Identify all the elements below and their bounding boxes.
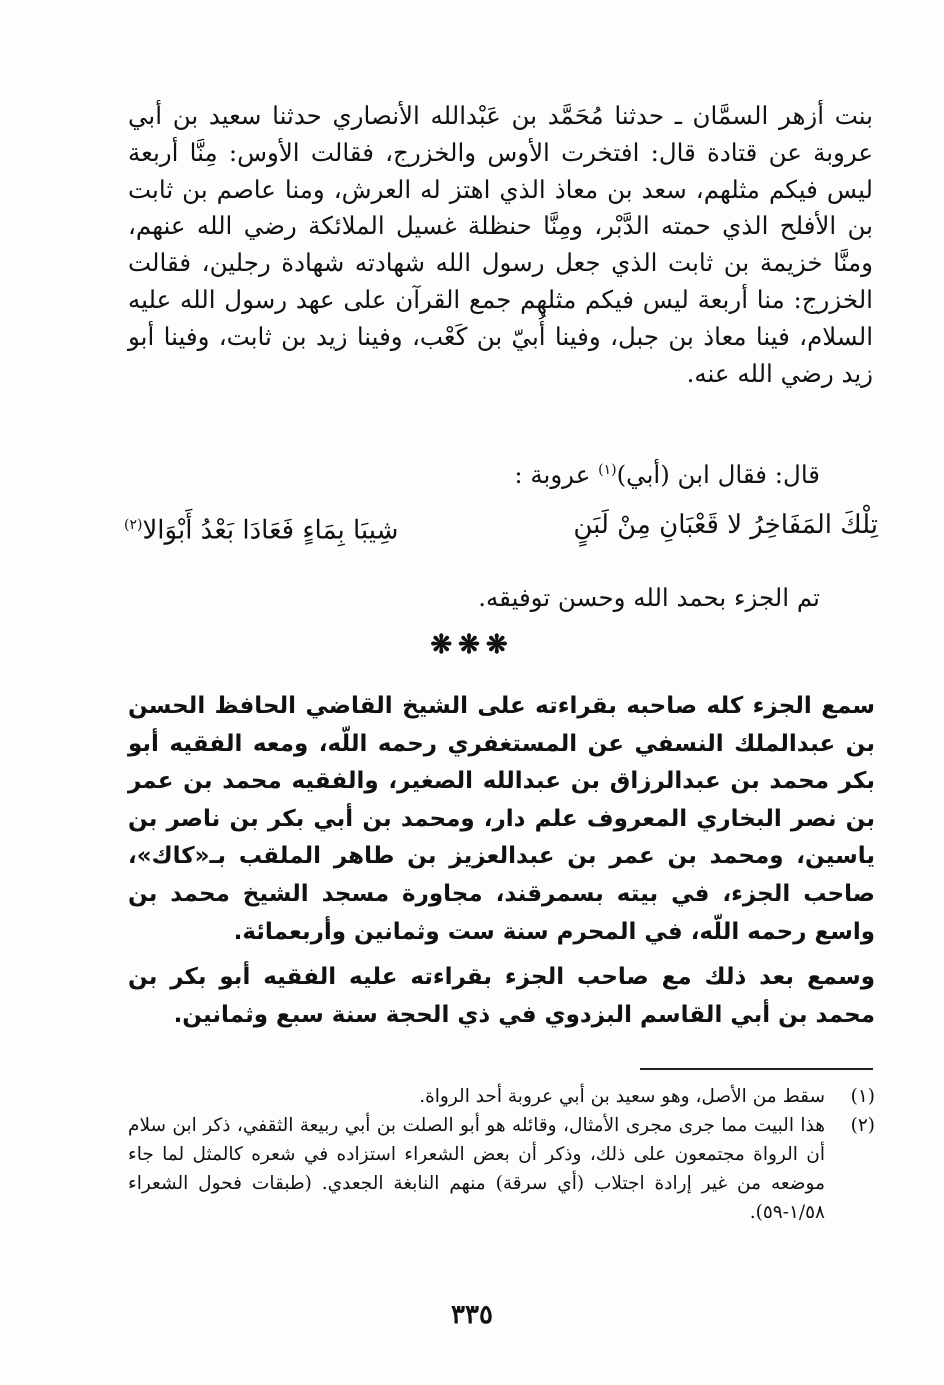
attribution-before: قال: فقال ابن (أبي) <box>616 460 820 490</box>
audition-note <box>128 688 875 1042</box>
verse-second-hemistich: شِيبَا بِمَاءٍ فَعَادَا بَعْدُ أَبْوَالا <box>142 515 399 546</box>
footnote-text: هذا البيت مما جرى مجرى الأمثال، وقائله هو أبو الصلت بن أبي ربيعة الثقفي، ذكر ابن سلام أن الرواة مجتمعون على ذلك، وذكر أن بعض الشعراء استزاده في شعره كالمثل لما جاء موضعه من غير إرادة اجتلاب (أي سرقة) منهم النابغة الجعدي. (طبقات فحول الشعراء ١/٥٨-٥٩). <box>128 1115 825 1223</box>
footnote-number: (٢) <box>850 1115 875 1136</box>
attribution-after: عروبة : <box>514 460 599 490</box>
footnote-item <box>128 1111 875 1227</box>
audition-paragraph-2: وسمع بعد ذلك مع صاحب الجزء بقراءته عليه الفقيه أبو بكر بن محمد بن أبي القاسم البزدوي في ذي الحجة سنة سبع وثمانين. <box>128 964 875 1028</box>
footnote-mark-1: (١) <box>598 462 617 478</box>
verse-first-hemistich: تِلْكَ المَفَاخِرُ لا قَعْبَانِ مِنْ لَبَنٍ <box>573 510 878 540</box>
poetry-verse <box>124 505 878 551</box>
audition-paragraph-1: سمع الجزء كله صاحبه بقراءته على الشيخ القاضي الحافظ الحسن بن عبدالملك النسفي عن المستغفري رحمه اللّه، ومعه الفقيه أبو بكر محمد بن عبدالرزاق بن عبدالله الصغير، والفقيه محمد بن عمر بن نصر البخاري المعروف علم دار، ومحمد بن أبي بكر بن ناصر بن ياسين، ومحمد بن عمر بن عبدالعزيز بن طاهر الملقب بـ«كاك»، صاحب الجزء، في بيته بسمرقند، مجاورة مسجد الشيخ محمد بن واسع رحمه اللّه، في المحرم سنة ست وثمانين وأربعمائة. <box>128 693 875 945</box>
attribution-line <box>128 452 820 493</box>
footnote-text: سقط من الأصل، وهو سعيد بن أبي عروبة أحد الرواة. <box>419 1086 825 1107</box>
section-separator: ❋❋❋ <box>430 630 514 660</box>
colophon: تم الجزء بحمد الله وحسن توفيقه. <box>478 583 820 612</box>
verse-second-hemistich-wrap <box>124 505 398 551</box>
footnote-divider <box>640 1068 873 1070</box>
footnotes <box>128 1082 875 1227</box>
main-paragraph: بنت أزهر السمَّان ـ حدثنا مُحَمَّد بن عَبْدالله الأنصاري حدثنا سعيد بن أبي عروبة عن قتادة قال: افتخرت الأوس والخزرج، فقالت الأوس: مِنَّا أربعة ليس فيكم مثلهم، سعد بن معاذ الذي اهتز له العرش، ومنا عاصم بن ثابت بن الأفلح الذي حمته الدَّبْر، ومِنَّا حنظلة غسيل الملائكة رضي الله عنهم، ومنَّا خزيمة بن ثابت الذي جعل رسول الله شهادته شهادة رجلين، فقالت الخزرج: منا أربعة ليس فيكم مثلهم جمع القرآن على عهد رسول الله عليه السلام، فينا معاذ بن جبل، وفينا أُبيّ بن كَعْب، وفينا زيد بن ثابت، وفينا أبو زيد رضي الله عنه. <box>128 101 873 388</box>
main-text <box>128 98 873 392</box>
page-number: ٣٣٥ <box>451 1300 493 1330</box>
footnote-item <box>128 1082 875 1111</box>
footnote-mark-2: (٢) <box>124 517 143 533</box>
footnote-number: (١) <box>850 1086 875 1107</box>
